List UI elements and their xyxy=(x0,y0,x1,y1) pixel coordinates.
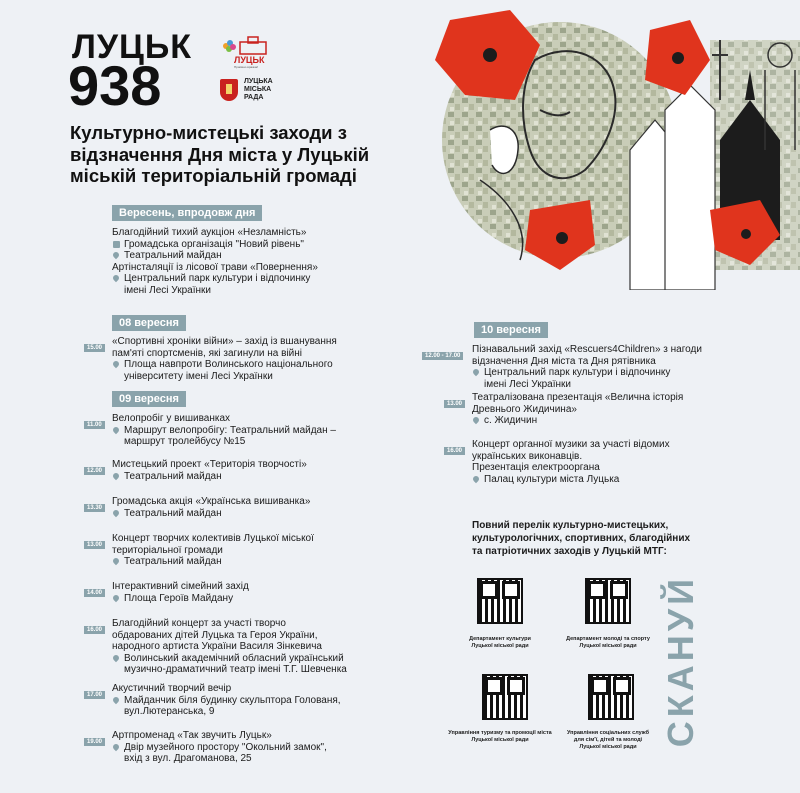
sep08-section xyxy=(112,313,186,331)
event-place: с. Жидичин xyxy=(484,415,538,426)
qr-code[interactable] xyxy=(477,578,523,624)
location-pin-icon xyxy=(113,744,119,752)
date-tag-sep10: 10 вересня xyxy=(474,322,548,338)
event-time: 16.00 xyxy=(444,447,465,455)
event-place: Площа навпроти Волинського національного університету імені Лесі Українки xyxy=(124,359,333,382)
event-place: Театральний майдан xyxy=(124,470,222,482)
location-pin-icon xyxy=(113,655,119,663)
qr-block-3[interactable] xyxy=(445,674,555,744)
event-place: Площа Героїв Майдану xyxy=(124,592,234,604)
event-place: Театральний майдан xyxy=(124,507,222,519)
september-section xyxy=(112,203,318,296)
qr-block-4[interactable] xyxy=(553,674,663,751)
event-place: Двір музейного простору "Окольний замок", вхід з вул. Драгоманова, 25 xyxy=(124,741,327,764)
location-pin-icon xyxy=(113,558,119,566)
city-council-logo xyxy=(220,78,273,102)
logo1-text: ЛУЦЬК xyxy=(234,55,265,65)
event-time: 13.00 xyxy=(84,541,105,549)
event-text: Благодійний тихий аукціон «Незламність» xyxy=(112,227,307,238)
event-time: 13.30 xyxy=(84,504,105,512)
event-title: Концерт органної музики за участі відомих українських виконавців. Презентація електрооргана xyxy=(472,439,670,473)
event-place: Маршрут велопробігу: Театральний майдан – маршрут тролейбусу №15 xyxy=(124,424,336,447)
sep10-event-2 xyxy=(444,392,744,427)
event-title: Концерт творчих колективів Луцької міської територіальної громади xyxy=(112,533,314,556)
location-pin-icon xyxy=(473,417,479,425)
event-text: Артінсталяції із лісової трави «Повернення» xyxy=(112,261,318,273)
qr-block-1[interactable] xyxy=(445,578,555,650)
event-title: Велопробіг у вишиванках xyxy=(112,413,231,424)
event-title: Акустичний творчий вечір xyxy=(112,683,232,694)
event-place: Палац культури міста Луцька xyxy=(484,473,620,485)
event-place: Театральний майдан xyxy=(124,556,222,567)
event-place: Центральний парк культури і відпочинку імені Лесі Українки xyxy=(124,273,311,296)
event-title: Театралізована презентація «Велична історія Древнього Жидичина» xyxy=(472,392,684,415)
event-time: 12.00 xyxy=(84,467,105,475)
facebook-icon xyxy=(113,241,120,248)
sep10-event-1 xyxy=(422,344,752,390)
event-time: 14.00 xyxy=(84,589,105,597)
sep09-event-3 xyxy=(84,496,384,519)
location-pin-icon xyxy=(473,476,479,484)
event-time: 15.00 xyxy=(84,344,105,352)
sep10-event-3 xyxy=(444,439,744,485)
event-time: 12.00 - 17.00 xyxy=(422,352,463,360)
qr-caption: Управління туризму та промоції міста Луцької міської ради xyxy=(448,730,552,743)
event-title: Благодійний концерт за участі творчо обдарованих дітей Луцька та Героя України, народного артиста України Василя Зінкевича xyxy=(112,618,322,652)
sep10-section xyxy=(474,320,548,338)
event-time: 11.00 xyxy=(84,421,105,429)
location-pin-icon xyxy=(113,275,119,283)
city-illustration xyxy=(420,0,800,290)
main-title: Культурно-мистецькі заходи з відзначення Дня міста у Луцькій міській територіальній громаді xyxy=(70,122,370,187)
event-title: Громадська акція «Українська вишиванка» xyxy=(112,496,311,507)
event-title: Артпроменад «Так звучить Луцьк» xyxy=(112,730,272,741)
full-list-heading: Повний перелік культурно-мистецьких, культурологічних, спортивних, благодійних та патріотичних заходів у Луцькій МТГ: xyxy=(472,520,691,557)
event-time: 13.00 xyxy=(444,400,465,408)
location-pin-icon xyxy=(473,369,479,377)
sep09-event-8 xyxy=(84,730,384,765)
title-938: 938 xyxy=(68,54,162,117)
event-title: Пізнавальний захід «Rescuers4Children» з нагоди відзначення Дня міста та Дня рятівника xyxy=(472,344,702,367)
sep09-event-7 xyxy=(84,683,384,718)
coat-of-arms-icon xyxy=(220,79,238,101)
sep09-event-4 xyxy=(84,533,384,568)
sep09-event-6 xyxy=(84,618,394,676)
event-time: 16.00 xyxy=(84,626,105,634)
location-pin-icon xyxy=(113,697,119,705)
title-luck: ЛУЦЬК xyxy=(72,28,193,66)
qr-caption: Департамент культури Луцької міської ради xyxy=(469,636,531,649)
date-tag-sep08: 08 вересня xyxy=(112,315,186,331)
event-organizer: Громадська організація "Новий рівень" xyxy=(124,238,304,250)
location-pin-icon xyxy=(113,510,119,518)
logo2-text: ЛУЦЬКА МІСЬКА РАДА xyxy=(244,78,273,102)
location-pin-icon xyxy=(113,361,119,369)
event-place: Майданчик біля будинку скульптора Голованя, вул.Лютеранська, 9 xyxy=(124,694,341,717)
event-title: Інтерактивний сімейний захід xyxy=(112,581,249,592)
event-title: «Спортивні хроніки війни» – захід із вшанування пам'яті спортсменів, які загинули на війні xyxy=(112,336,337,359)
sep09-event-1 xyxy=(84,413,384,448)
event-time: 19.00 xyxy=(84,738,105,746)
sep09-section xyxy=(112,389,186,407)
scan-label: СКАНУЙ xyxy=(660,575,701,748)
qr-caption: Департамент молоді та спорту Луцької міської ради xyxy=(566,636,650,649)
location-pin-icon xyxy=(113,595,119,603)
event-place: Центральний парк культури і відпочинку імені Лесі Українки xyxy=(484,367,671,390)
qr-code[interactable] xyxy=(588,674,634,720)
qr-block-2[interactable] xyxy=(553,578,663,650)
lutsk-brand-logo xyxy=(220,36,280,69)
location-pin-icon xyxy=(113,427,119,435)
date-tag-sep09: 09 вересня xyxy=(112,391,186,407)
event-time: 17.00 xyxy=(84,691,105,699)
sep09-event-2 xyxy=(84,459,384,482)
qr-code[interactable] xyxy=(585,578,631,624)
location-pin-icon xyxy=(113,252,119,260)
logo1-sub: Приємно вражає! xyxy=(234,65,259,69)
location-pin-icon xyxy=(113,473,119,481)
qr-caption: Управління соціальних служб для сім'ї, дітей та молоді Луцької міської ради xyxy=(566,730,650,750)
sep09-event-5 xyxy=(84,581,384,604)
date-tag-september: Вересень, впродовж дня xyxy=(112,205,262,221)
qr-code[interactable] xyxy=(482,674,528,720)
castle-icon xyxy=(220,36,270,56)
event-title: Мистецький проект «Територія творчості» xyxy=(112,459,307,470)
event-place: Театральний майдан xyxy=(124,250,222,261)
event-place: Волинський академічний обласний український музично-драматичний театр імені Т.Г. Шевченка xyxy=(124,652,347,675)
sep08-event xyxy=(84,336,384,382)
